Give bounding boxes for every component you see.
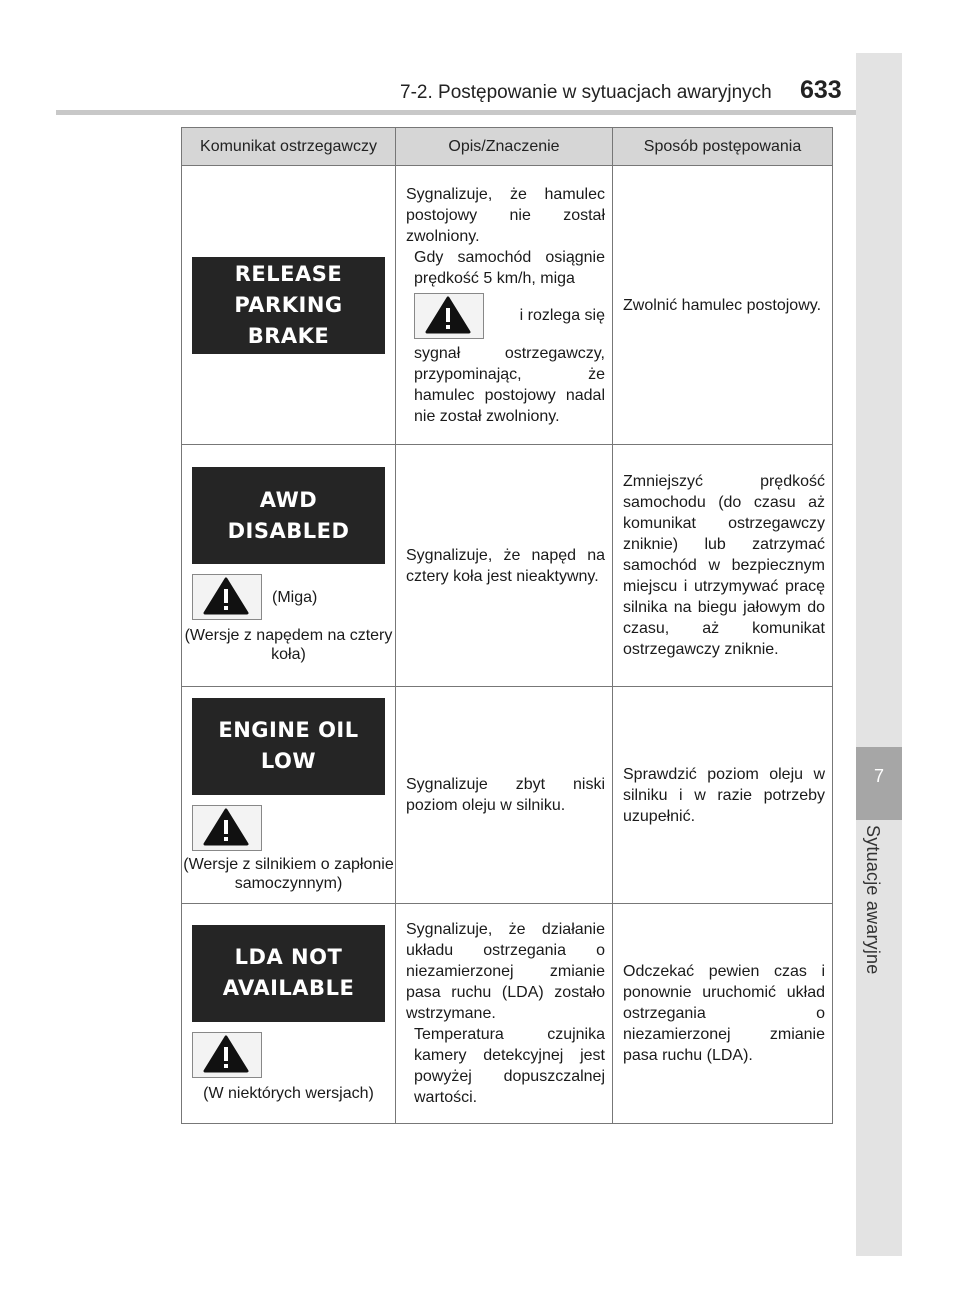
display-message-image: RELEASE PARKING BRAKE: [192, 257, 385, 354]
action-cell: Sprawdzić poziom oleju w silniku i w razie potrzeby uzupełnić.: [613, 687, 833, 904]
description-sub-before: Gdy samochód osiągnie prędkość 5 km/h, miga: [414, 248, 605, 287]
message-cell: [182, 166, 396, 445]
column-header-message: Komunikat ostrzegawczy: [182, 128, 396, 166]
description-lead: Sygnalizuje, że hamulec postojowy nie został zwolniony.: [406, 185, 605, 245]
chapter-number: 7: [873, 766, 884, 786]
warning-messages-table: [181, 127, 833, 1124]
table-row: [182, 687, 833, 904]
description-lead: Sygnalizuje, że działanie układu ostrzegania o niezamierzonej zmianie pasa ruchu (LDA) zostało wstrzymane.: [406, 921, 605, 1022]
warning-triangle-icon: [192, 805, 262, 851]
variant-note: (Wersje z silnikiem o zapłonie samoczynnym): [183, 855, 394, 892]
column-header-description: Opis/Znaczenie: [396, 128, 613, 166]
description-cell: [396, 166, 613, 445]
description-sub-after: sygnał ostrzegawczy, przypominając, że hamulec postojowy nadal nie został zwolniony.: [414, 344, 605, 425]
table-header-row: [182, 128, 833, 166]
message-cell: [182, 687, 396, 904]
warning-triangle-icon: [414, 293, 484, 339]
header-rule: [56, 110, 856, 115]
action-cell: Odczekać pewien czas i ponownie uruchomić układ ostrzegania o niezamierzonej zmianie pasa ruchu (LDA).: [613, 904, 833, 1124]
action-cell: Zmniejszyć prędkość samochodu (do czasu aż komunikat ostrzegawczy zniknie) lub zatrzymać samochód w bezpiecznym miejscu i utrzymywać pracę silnika na biegu jałowym do czasu, aż komunikat ostrzegawczy zniknie.: [613, 445, 833, 687]
warning-triangle-icon: [192, 574, 262, 620]
icon-note: (Miga): [272, 588, 318, 606]
action-cell: Zwolnić hamulec postojowy.: [613, 166, 833, 445]
table-row: [182, 904, 833, 1124]
chapter-side-strip: [856, 53, 902, 1256]
description-cell: Sygnalizuje, że napęd na cztery koła jest nieaktywny.: [396, 445, 613, 687]
chapter-label: Sytuacje awaryjne: [863, 825, 883, 975]
section-title: 7-2. Postępowanie w sytuacjach awaryjnych: [400, 82, 772, 103]
description-cell: [396, 904, 613, 1124]
message-cell: [182, 904, 396, 1124]
warning-triangle-icon: [192, 1032, 262, 1078]
table-row: [182, 445, 833, 687]
description-sub-mid: i rozlega się: [519, 307, 605, 324]
description-sub: Temperatura czujnika kamery detekcyjnej jest powyżej dopuszczalnej wartości.: [414, 1026, 605, 1106]
display-message-image: ENGINE OIL LOW: [192, 698, 385, 795]
page-number: 633: [800, 76, 842, 104]
description-cell: Sygnalizuje zbyt niski poziom oleju w silniku.: [396, 687, 613, 904]
variant-note: (Wersje z napędem na cztery koła): [184, 627, 393, 663]
table-row: [182, 166, 833, 445]
column-header-action: Sposób postępowania: [613, 128, 833, 166]
message-cell: [182, 445, 396, 687]
variant-note: (W niektórych wersjach): [203, 1084, 374, 1102]
display-message-image: LDA NOT AVAILABLE: [192, 925, 385, 1022]
display-message-image: AWD DISABLED: [192, 467, 385, 564]
